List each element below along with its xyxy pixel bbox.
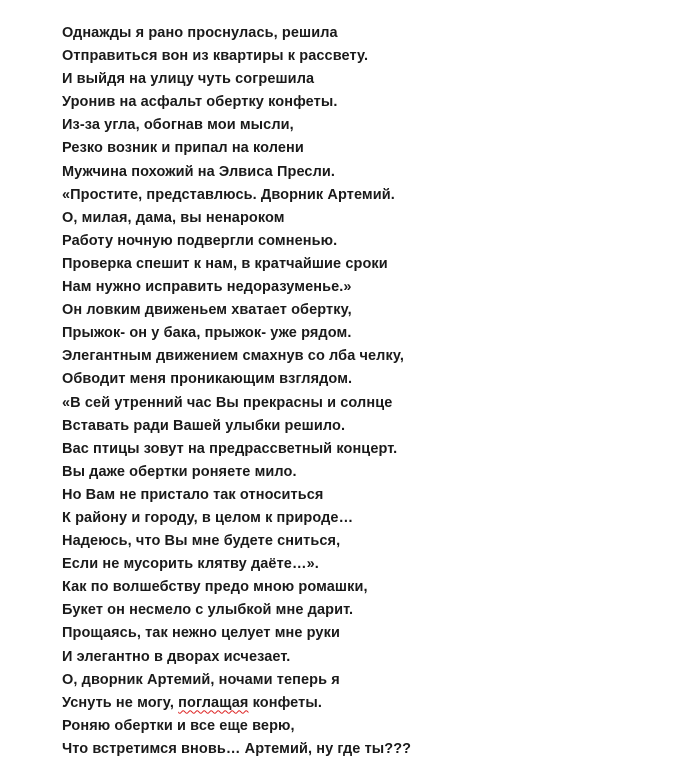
poem-line: Мужчина похожий на Элвиса Пресли.: [62, 163, 336, 180]
poem-text: [62, 22, 411, 761]
line-segment: Уснуть не могу,: [62, 694, 179, 711]
line-segment: конфеты.: [248, 694, 322, 711]
poem-line: Работу ночную подвергли сомненью.: [62, 232, 338, 249]
poem-line: Элегантным движением смахнув со лба челку,: [62, 348, 405, 365]
poem-line: «В сей утренний час Вы прекрасны и солнце: [62, 394, 393, 411]
poem-line: Надеюсь, что Вы мне будете сниться,: [62, 533, 341, 550]
poem-line: Но Вам не пристало так относиться: [62, 486, 324, 503]
poem-line: Что встретимся вновь… Артемий, ну где ты???: [62, 740, 412, 757]
poem-line: Нам нужно исправить недоразуменье.»: [62, 279, 352, 296]
poem-line: Уронив на асфальт обертку конфеты.: [62, 94, 338, 111]
poem-line: Роняю обертки и все еще верю,: [62, 717, 295, 734]
poem-line: Вы даже обертки роняете мило.: [62, 463, 297, 480]
poem-line: Если не мусорить клятву даёте…».: [62, 556, 319, 573]
poem-line: Прыжок- он у бака, прыжок- уже рядом.: [62, 325, 352, 342]
poem-line: «Простите, представлюсь. Дворник Артемий.: [62, 186, 395, 203]
poem-line: О, милая, дама, вы ненароком: [62, 209, 285, 226]
poem-line: Отправиться вон из квартиры к рассвету.: [62, 48, 369, 65]
poem-line: Обводит меня проникающим взглядом.: [62, 371, 353, 388]
poem-line: Проверка спешит к нам, в кратчайшие сроки: [62, 255, 388, 272]
poem-line: О, дворник Артемий, ночами теперь я: [62, 671, 340, 688]
poem-line: Однажды я рано проснулась, решила: [62, 25, 338, 41]
poem-line: Из-за угла, обогнав мои мысли,: [62, 117, 294, 134]
poem-line: Вас птицы зовут на предрассветный концерт.: [62, 440, 398, 457]
poem-line: И элегантно в дворах исчезает.: [62, 648, 291, 665]
spellcheck-flagged-word[interactable]: поглащая: [178, 694, 249, 711]
poem-line: Как по волшебству предо мною ромашки,: [62, 579, 368, 596]
poem-line: [62, 692, 411, 715]
poem-line: Вставать ради Вашей улыбки решило.: [62, 417, 346, 434]
poem-line: Букет он несмело с улыбкой мне дарит.: [62, 602, 354, 619]
poem-line: Резко возник и припал на колени: [62, 140, 304, 157]
poem-line: И выйдя на улицу чуть согрешила: [62, 71, 315, 88]
poem-line: Он ловким движеньем хватает обертку,: [62, 302, 352, 319]
poem-line: К району и городу, в целом к природе…: [62, 509, 354, 526]
poem-line: Прощаясь, так нежно целует мне руки: [62, 625, 340, 642]
